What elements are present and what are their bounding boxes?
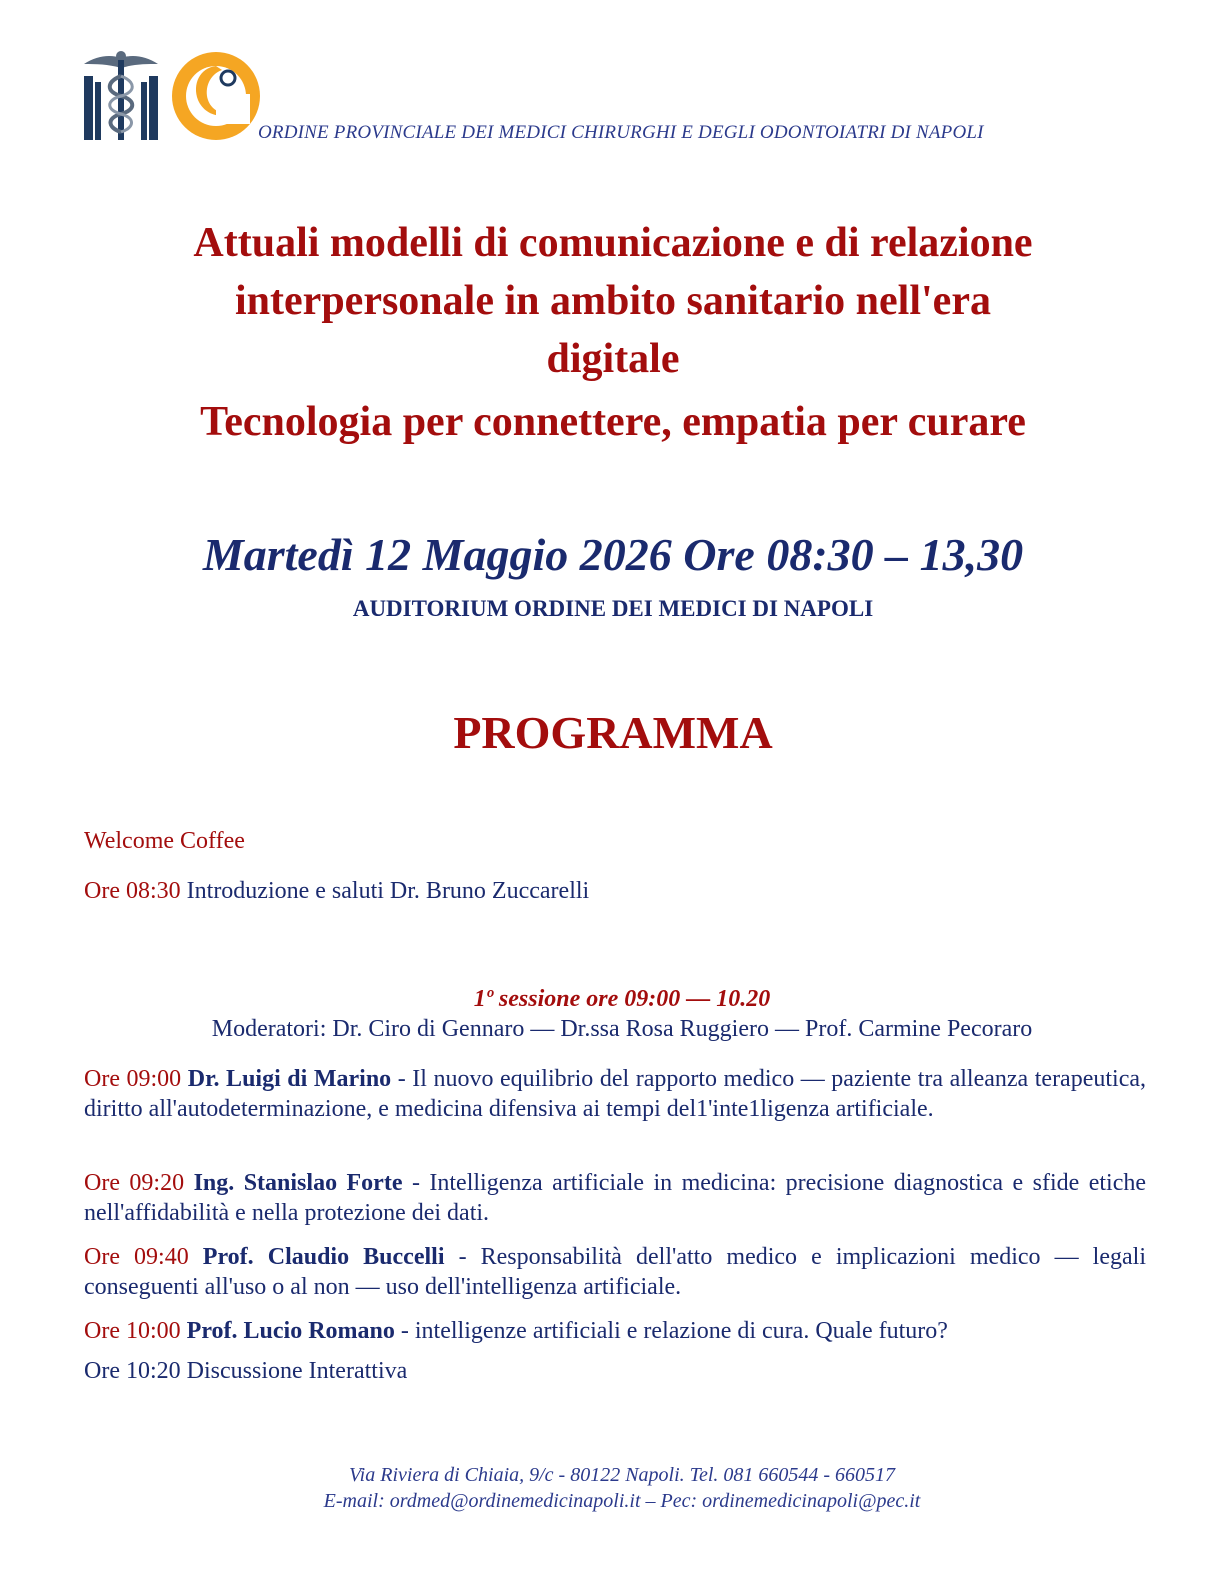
footer-contacts (60, 1490, 1184, 1513)
organization-name: ORDINE PROVINCIALE DEI MEDICI CHIRURGHI E DEGLI ODONTOIATRI DI NAPOLI (258, 122, 984, 143)
event-subtitle: Tecnologia per connettere, empatia per curare (200, 399, 1026, 445)
footer-email-label: E-mail: (323, 1490, 385, 1512)
talk-time: Ore 09:00 (84, 1066, 182, 1092)
event-title-line: interpersonale in ambito sanitario nell'era (235, 278, 991, 324)
program-heading: PROGRAMMA (453, 707, 773, 758)
footer-pec-link[interactable]: ordinemedicinapoli@pec.it (702, 1490, 921, 1512)
talk-text: - Responsabilità dell'atto medico e implicazioni medico — legali conseguenti all'uso o al non — uso dell'intelligenza artificiale. (84, 1244, 1146, 1300)
talk-item (84, 1242, 1146, 1302)
talk-text: - intelligenze artificiali e relazione di cura. Quale futuro? (400, 1318, 948, 1344)
caduceus-logo-icon (80, 48, 162, 144)
talk-time: Ore 09:20 (84, 1170, 185, 1196)
event-venue: AUDITORIUM ORDINE DEI MEDICI DI NAPOLI (352, 596, 874, 621)
intro-text: Introduzione e saluti Dr. Bruno Zuccarelli (186, 878, 590, 904)
footer-address: Via Riviera di Chiaia, 9/c - 80122 Napoli. Tel. 081 660544 - 660517 (348, 1464, 896, 1486)
talk-speaker: Prof. Claudio Buccelli (202, 1244, 445, 1270)
talk-item (84, 1316, 1146, 1346)
talk-time: Ore 10:00 (84, 1318, 181, 1344)
event-date-time: Martedì 12 Maggio 2026 Ore 08:30 – 13,30 (202, 529, 1024, 580)
footer-separator: – (645, 1490, 656, 1512)
talk-item (84, 1168, 1146, 1228)
talk-text: - Intelligenza artificiale in medicina: precisione diagnostica e sfide etiche nell'affidabilità e nella protezione dei dati. (84, 1170, 1147, 1226)
intro-item (84, 876, 589, 906)
discussion-time: Ore 10:20 (84, 1358, 181, 1384)
talk-text: - Il nuovo equilibrio del rapporto medico — paziente tra alleanza terapeutica, diritto all'autodeterminazione, e medicina difensiva ai tempi del1'inte1ligenza artificiale. (84, 1066, 1147, 1122)
welcome-coffee: Welcome Coffee (84, 828, 245, 854)
event-title (60, 214, 1166, 388)
event-title-line: digitale (546, 336, 680, 382)
discussion-text: Discussione Interattiva (186, 1358, 408, 1384)
talk-speaker: Ing. Stanislao Forte (193, 1170, 403, 1196)
session-moderators: Moderatori: Dr. Ciro di Gennaro — Dr.ssa Rosa Ruggiero — Prof. Carmine Pecoraro (211, 1016, 1033, 1042)
event-title-line: Attuali modelli di comunicazione e di relazione (193, 220, 1033, 266)
footer-pec-label: Pec: (660, 1490, 698, 1512)
talk-speaker: Prof. Lucio Romano (186, 1318, 395, 1344)
talk-item (84, 1064, 1146, 1124)
ring-logo-icon (170, 50, 262, 142)
footer-email-link[interactable]: ordmed@ordinemedicinapoli.it (389, 1490, 641, 1512)
intro-time: Ore 08:30 (84, 878, 181, 904)
talk-speaker: Dr. Luigi di Marino (187, 1066, 392, 1092)
session-title: 1º sessione ore 09:00 — 10.20 (473, 986, 771, 1012)
discussion-item (84, 1356, 1146, 1386)
talk-time: Ore 09:40 (84, 1244, 189, 1270)
